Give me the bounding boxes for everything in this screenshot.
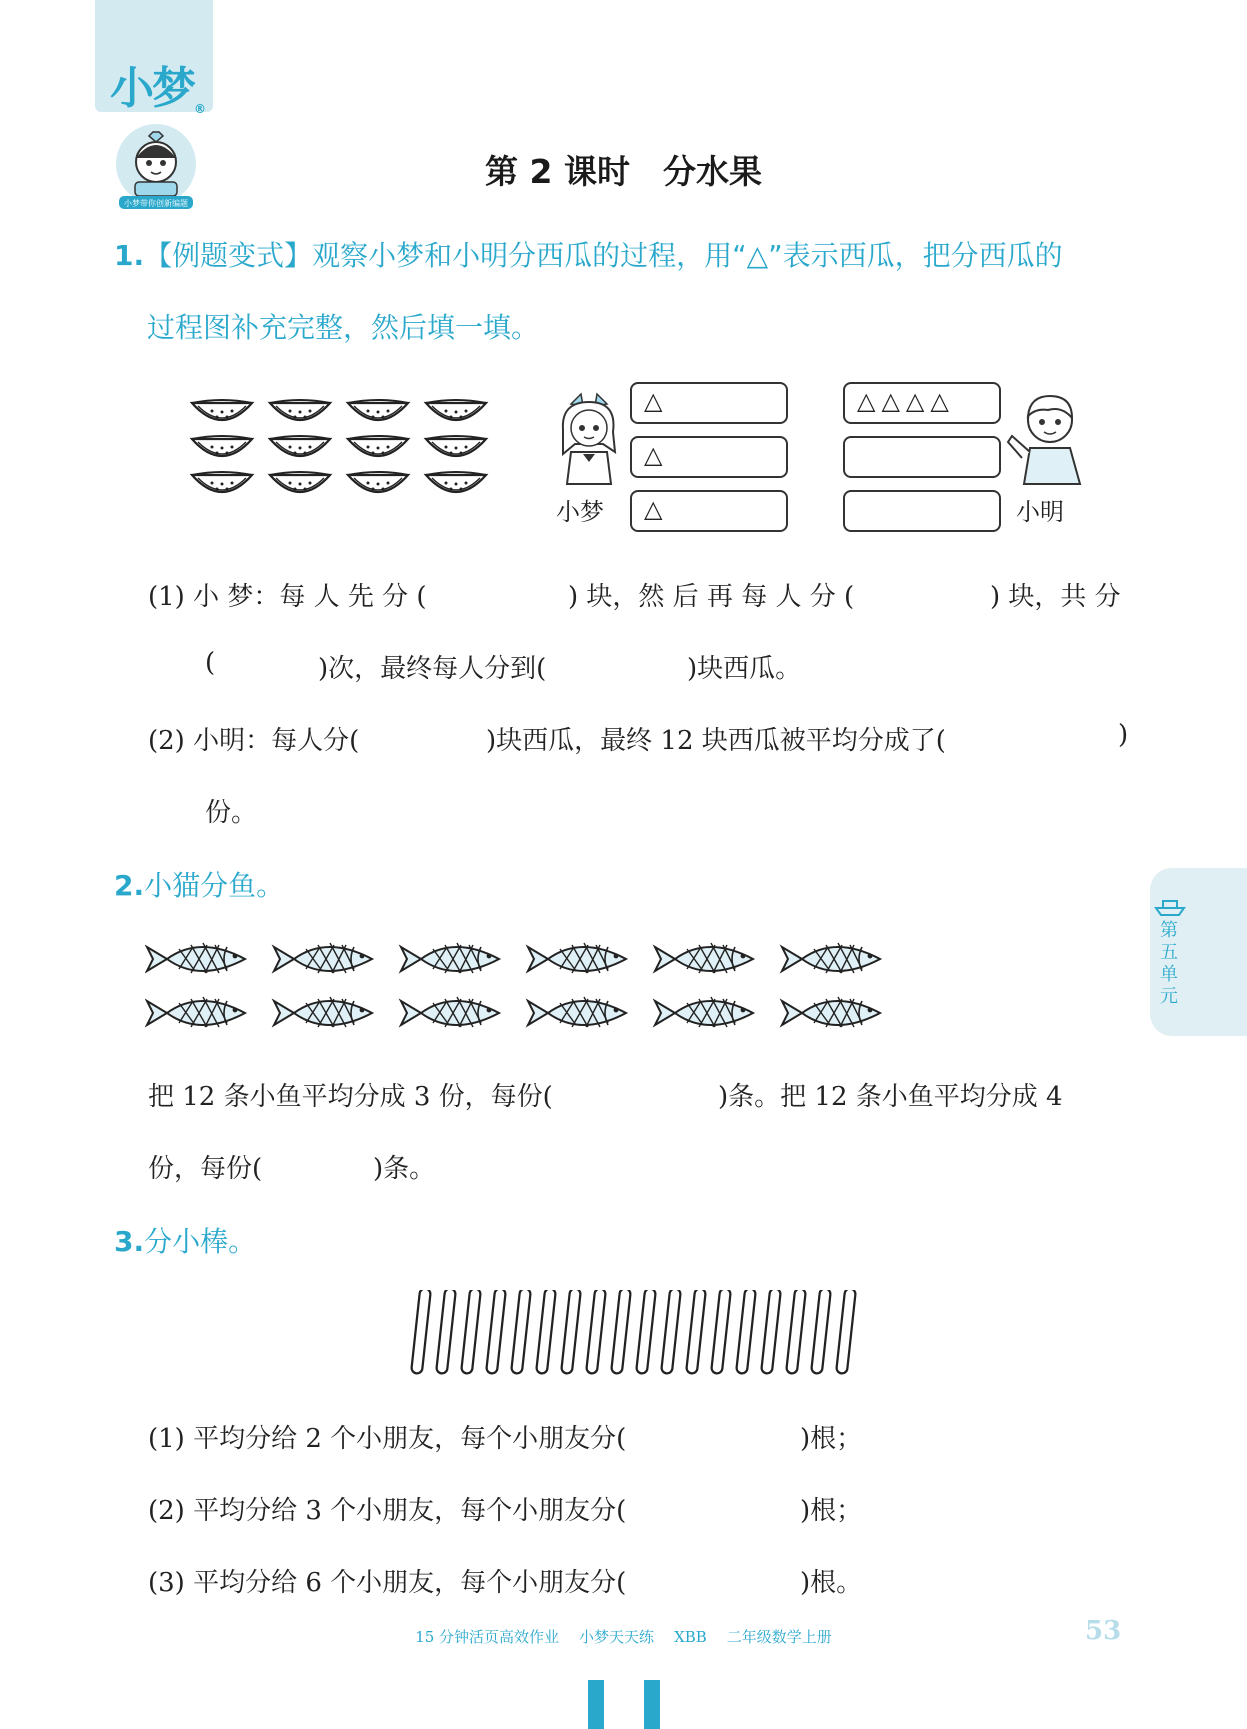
q3-s1-b: )根； [800, 1424, 863, 1454]
name-xiaoming: 小明 [1016, 498, 1064, 526]
watermelon-slice [348, 436, 408, 456]
unit-label: 第五单元 [1160, 920, 1178, 1007]
watermelon-slice [426, 436, 486, 456]
watermelon-slice [270, 436, 330, 456]
fish [528, 997, 626, 1027]
q3-prompt: 3.分小棒。 [114, 1225, 257, 1258]
fish [528, 943, 626, 973]
stick [442, 1294, 450, 1368]
page-title: 第 2 课时 分水果 [485, 152, 762, 191]
binding-bar-right [644, 1680, 660, 1729]
fish [401, 943, 499, 973]
xiaoming-box-2[interactable] [843, 436, 1001, 478]
q3-s2-a: (2) 平均分给 3 个小朋友，每个小朋友分( [148, 1496, 627, 1526]
q3-s3-a: (3) 平均分给 6 个小朋友，每个小朋友分( [148, 1568, 627, 1598]
fish [274, 997, 372, 1027]
fish [147, 943, 245, 973]
brand-logo: 小梦® [110, 63, 204, 116]
fish [274, 943, 372, 973]
q1-sub2-a: (2) 小明：每人分( [148, 726, 360, 756]
xiaoming-box-3[interactable] [843, 490, 1001, 532]
page-number: 53 [1085, 1616, 1122, 1646]
watermelon-slice [270, 400, 330, 420]
stick [642, 1294, 650, 1368]
stick [742, 1294, 750, 1368]
fish [782, 943, 880, 973]
q1-prompt: 1.【例题变式】观察小梦和小明分西瓜的过程，用“△”表示西瓜，把分西瓜的 [114, 239, 1063, 272]
q2-line2-a: 份，每份( [148, 1154, 263, 1184]
watermelon-grid [190, 395, 500, 515]
stick [692, 1294, 700, 1368]
watermelon-slice [426, 400, 486, 420]
fish [147, 997, 245, 1027]
fish [655, 943, 753, 973]
stick [417, 1294, 425, 1368]
watermelon-slice [192, 436, 252, 456]
watermelon-slice [192, 472, 252, 492]
q3-s2-b: )根； [800, 1496, 863, 1526]
mascot-caption: 小梦带你创新编题 [124, 199, 188, 208]
q1-prompt-cont: 过程图补充完整，然后填一填。 [147, 311, 540, 344]
fish [401, 997, 499, 1027]
q1-sub1-a: (1) 小 梦：每 人 先 分 ( [148, 582, 427, 612]
q2-line2-b: )条。 [373, 1154, 436, 1184]
q1-sub1-e: )次，最终每人分到( [318, 654, 547, 684]
stick [517, 1294, 525, 1368]
stick [817, 1294, 825, 1368]
q2-prompt: 2.小猫分鱼。 [114, 869, 285, 902]
stick [667, 1294, 675, 1368]
stick-bundle [405, 1290, 875, 1380]
q1-sub2-b: )块西瓜，最终 12 块西瓜被平均分成了( [486, 726, 946, 756]
watermelon-slice [348, 472, 408, 492]
xiaomeng-box-1: △ [630, 382, 788, 424]
stick [617, 1294, 625, 1368]
q3-s3-b: )根。 [800, 1568, 863, 1598]
binding-bar-left [588, 1680, 604, 1729]
q3-s1-a: (1) 平均分给 2 个小朋友，每个小朋友分( [148, 1424, 627, 1454]
watermelon-slice [348, 400, 408, 420]
q2-line1-b: )条。把 12 条小鱼平均分成 4 [718, 1082, 1063, 1112]
xiaomeng-box-3: △ [630, 490, 788, 532]
xiaoming-box-1: △△△△ [843, 382, 1001, 424]
xiaomeng-box-2: △ [630, 436, 788, 478]
watermelon-slice [426, 472, 486, 492]
q1-sub1-f: )块西瓜。 [687, 654, 802, 684]
stick [842, 1294, 850, 1368]
stick [717, 1294, 725, 1368]
footer: 15 分钟活页高效作业 小梦天天练 XBB 二年级数学上册 [415, 1628, 832, 1646]
stick [542, 1294, 550, 1368]
stick [792, 1294, 800, 1368]
q2-line1-a: 把 12 条小鱼平均分成 3 份，每份( [148, 1082, 553, 1112]
q1-sub1-d: ( [205, 648, 216, 678]
ship-icon [1152, 896, 1188, 918]
watermelon-slice [192, 400, 252, 420]
q1-sub2-d: 份。 [205, 798, 258, 828]
watermelon-slice [270, 472, 330, 492]
fish [782, 997, 880, 1027]
stick [492, 1294, 500, 1368]
stick [767, 1294, 775, 1368]
q1-sub1-c: ) 块，共 分 [990, 582, 1121, 612]
xiaoming-boy-illustration [1004, 388, 1094, 488]
xiaomeng-girl-illustration [553, 388, 623, 488]
stick [467, 1294, 475, 1368]
fish-grid [145, 935, 895, 1035]
q1-sub1-b: ) 块，然 后 再 每 人 分 ( [568, 582, 855, 612]
stick [592, 1294, 600, 1368]
q1-sub2-c: ) [1118, 720, 1129, 750]
stick [567, 1294, 575, 1368]
fish [655, 997, 753, 1027]
name-xiaomeng: 小梦 [556, 498, 604, 526]
